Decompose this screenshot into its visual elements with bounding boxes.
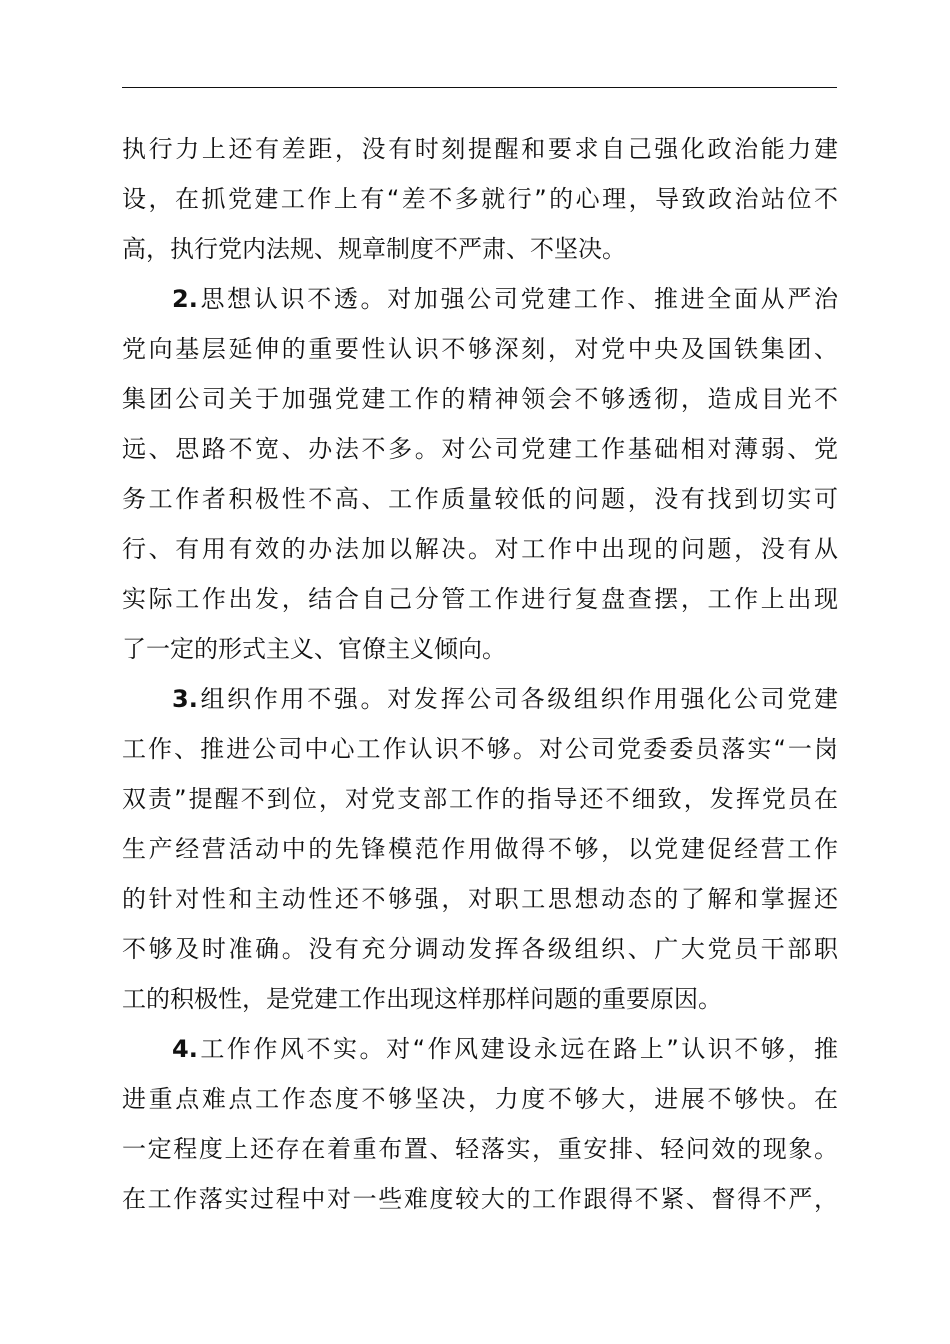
line-text: 工的积极性，是党建工作出现这样那样问题的重要原因。 [122,985,722,1013]
line-text: 的针对性和主动性还不够强，对职工思想动态的了解和掌握还 [122,885,838,913]
section-number: 4. [172,1035,198,1063]
text-line [122,124,838,174]
line-text: 生产经营活动中的先锋模范作用做得不够，以党建促经营工作 [122,835,838,863]
text-line [122,624,838,674]
text-line [122,1124,838,1174]
text-line [122,924,838,974]
line-text: 双责”提醒不到位，对党支部工作的指导还不细致，发挥党员在 [122,785,838,813]
text-line [122,724,838,774]
line-text: 行、有用有效的办法加以解决。对工作中出现的问题，没有从 [122,535,838,563]
header-rule [122,87,837,88]
text-line [122,374,838,424]
text-line [122,524,838,574]
line-text: 高，执行党内法规、规章制度不严肃、不坚决。 [122,235,626,263]
section-number: 2. [172,285,198,313]
line-text: 思想认识不透。对加强公司党建工作、推进全面从严治 [197,285,838,313]
section-number: 3. [172,685,198,713]
line-text: 党向基层延伸的重要性认识不够深刻，对党中央及国铁集团、 [122,335,838,363]
document-body [122,124,838,1224]
section-heading-line [122,274,838,324]
text-line [122,224,838,274]
line-text: 一定程度上还存在着重布置、轻落实，重安排、轻问效的现象。 [122,1135,838,1163]
text-line [122,574,838,624]
text-line [122,1174,838,1224]
line-text: 工作、推进公司中心工作认识不够。对公司党委委员落实“一岗 [122,735,838,763]
text-line [122,874,838,924]
line-text: 集团公司关于加强党建工作的精神领会不够透彻，造成目光不 [122,385,838,413]
line-text: 实际工作出发，结合自己分管工作进行复盘查摆，工作上出现 [122,585,838,613]
line-text: 工作作风不实。对“作风建设永远在路上”认识不够，推 [197,1035,838,1063]
line-text: 不够及时准确。没有充分调动发挥各级组织、广大党员干部职 [122,935,838,963]
text-line [122,174,838,224]
line-text: 远、思路不宽、办法不多。对公司党建工作基础相对薄弱、党 [122,435,838,463]
line-text: 设，在抓党建工作上有“差不多就行”的心理，导致政治站位不 [122,185,838,213]
line-text: 组织作用不强。对发挥公司各级组织作用强化公司党建 [197,685,838,713]
text-line [122,774,838,824]
text-line [122,424,838,474]
line-text: 进重点难点工作态度不够坚决，力度不够大，进展不够快。在 [122,1085,838,1113]
section-heading-line [122,674,838,724]
text-line [122,324,838,374]
line-text: 执行力上还有差距，没有时刻提醒和要求自己强化政治能力建 [122,135,838,163]
text-line [122,474,838,524]
text-line [122,824,838,874]
line-text: 务工作者积极性不高、工作质量较低的问题，没有找到切实可 [122,485,838,513]
line-text: 在工作落实过程中对一些难度较大的工作跟得不紧、督得不严， [122,1185,838,1213]
section-heading-line [122,1024,838,1074]
text-line [122,974,838,1024]
line-text: 了一定的形式主义、官僚主义倾向。 [122,635,506,663]
text-line [122,1074,838,1124]
